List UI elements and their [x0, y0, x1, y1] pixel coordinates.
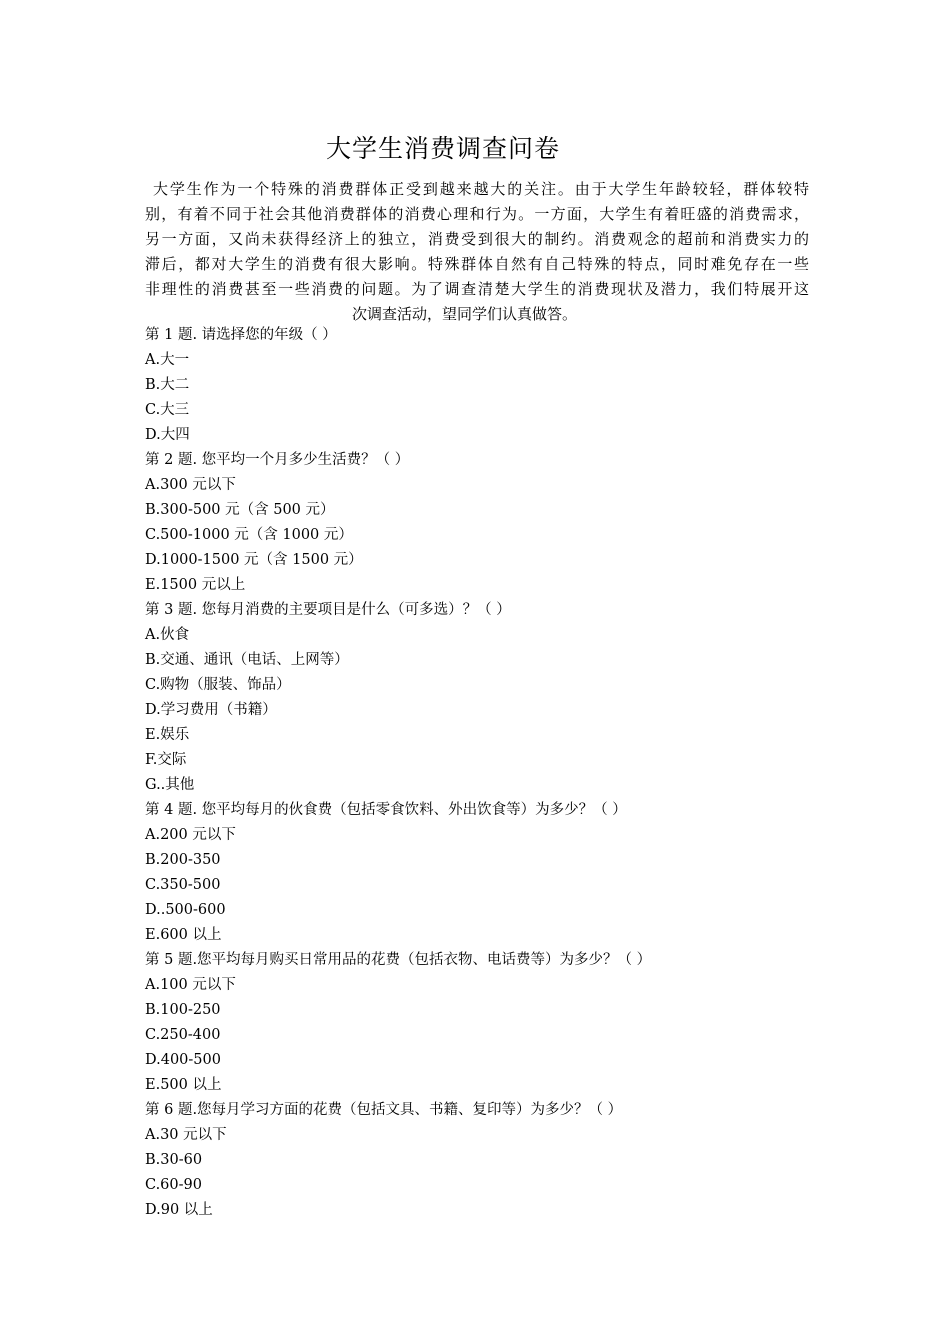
question-option: C.购物（服装、饰品）	[145, 677, 291, 693]
intro-line: 滞后，都对大学生的消费有很大影响。特殊群体自然有自己特殊的特点，同时难免存在一些	[145, 255, 809, 273]
question-option: A.大一	[145, 352, 190, 368]
question-prompt: 第 6 题.您每月学习方面的花费（包括文具、书籍、复印等）为多少？（ ）	[145, 1102, 623, 1118]
question-prompt: 第 4 题. 您平均每月的伙食费（包括零食饮料、外出饮食等）为多少？（ ）	[145, 802, 627, 818]
question-option: G..其他	[145, 777, 195, 793]
question-option: A.100 元以下	[145, 977, 236, 993]
question-option: C.大三	[145, 402, 190, 418]
intro-paragraph	[145, 177, 809, 327]
question-option: B.100-250	[145, 1002, 221, 1018]
question-list	[145, 323, 845, 1223]
question-option: B.交通、通讯（电话、上网等）	[145, 652, 349, 668]
question-option: E.500 以上	[145, 1077, 222, 1093]
intro-line: 次调查活动，望同学们认真做答。	[352, 305, 578, 323]
question-option: D.大四	[145, 427, 190, 443]
question-option: C.350-500	[145, 877, 221, 893]
question-option: C.500-1000 元（含 1000 元）	[145, 527, 353, 543]
question-option: B.30-60	[145, 1152, 203, 1168]
question-option: E.600 以上	[145, 927, 222, 943]
question-option: A.300 元以下	[145, 477, 236, 493]
intro-line: 非理性的消费甚至一些消费的问题。为了调查清楚大学生的消费现状及潜力，我们特展开这	[145, 280, 809, 298]
intro-line: 别，有着不同于社会其他消费群体的消费心理和行为。一方面，大学生有着旺盛的消费需求，	[145, 205, 809, 223]
question-option: F.交际	[145, 752, 187, 768]
question-option: D.90 以上	[145, 1202, 213, 1218]
question-option: C.60-90	[145, 1177, 202, 1193]
question-option: D..500-600	[145, 902, 226, 918]
question-option: B.200-350	[145, 852, 221, 868]
question-option: A.200 元以下	[145, 827, 236, 843]
question-prompt: 第 5 题.您平均每月购买日常用品的花费（包括衣物、电话费等）为多少？（ ）	[145, 952, 652, 968]
question-option: E.娱乐	[145, 727, 190, 743]
intro-line: 另一方面，又尚未获得经济上的独立，消费受到很大的制约。消费观念的超前和消费实力的	[145, 230, 809, 248]
question-option: D.学习费用（书籍）	[145, 702, 277, 718]
question-option: B.300-500 元（含 500 元）	[145, 502, 335, 518]
question-option: E.1500 元以上	[145, 577, 246, 593]
question-option: B.大二	[145, 377, 190, 393]
question-prompt: 第 2 题. 您平均一个月多少生活费？（ ）	[145, 452, 410, 468]
intro-line: 大学生作为一个特殊的消费群体正受到越来越大的关注。由于大学生年龄较轻，群体较特	[153, 180, 809, 198]
question-prompt: 第 1 题. 请选择您的年级（ ）	[145, 327, 337, 343]
question-option: D.400-500	[145, 1052, 221, 1068]
question-option: C.250-400	[145, 1027, 221, 1043]
question-option: D.1000-1500 元（含 1500 元）	[145, 552, 363, 568]
question-option: A.30 元以下	[145, 1127, 227, 1143]
question-option: A.伙食	[145, 627, 190, 643]
page-title: 大学生消费调查问卷	[325, 134, 560, 163]
question-prompt: 第 3 题. 您每月消费的主要项目是什么（可多选）？（ ）	[145, 602, 511, 618]
